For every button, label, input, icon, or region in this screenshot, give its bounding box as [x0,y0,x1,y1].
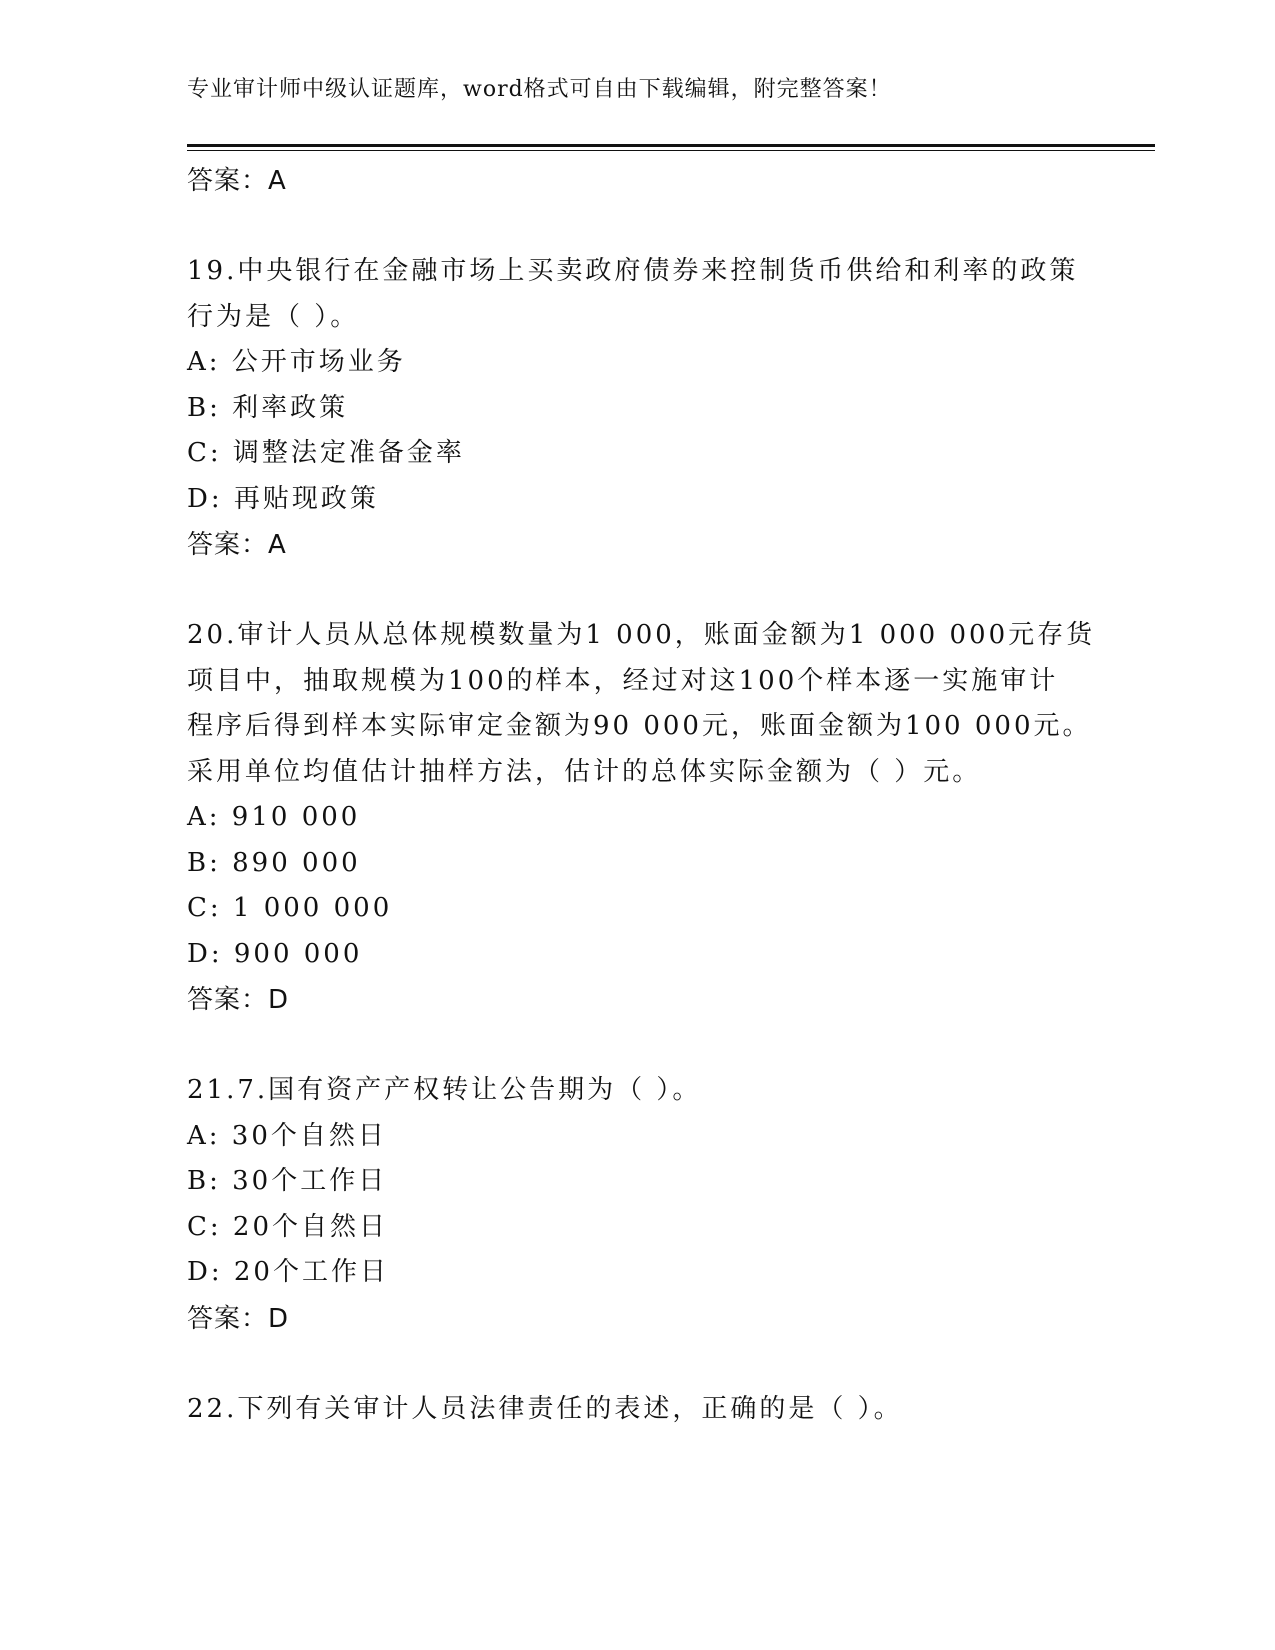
question-20 [187,613,1096,1023]
option-d: D: 再贴现政策 [187,483,379,514]
option-c: C: 1 000 000 [187,893,393,923]
previous-answer: 答案：A [187,166,287,196]
answer: 答案：D [187,985,290,1015]
question-stem-line: 20.审计人员从总体规模数量为1 000，账面金额为1 000 000元存货 [187,620,1096,650]
option-c: C: 20个自然日 [187,1211,389,1242]
option-a: A: 910 000 [187,802,361,832]
header-rule-thin [187,150,1155,151]
content [187,158,1096,1432]
question-19 [187,249,1087,568]
answer: 答案：A [187,530,287,560]
question-stem-line: 程序后得到样本实际审定金额为90 000元，账面金额为100 000元。 [187,711,1092,741]
question-stem-line: 行为是（ ）。 [187,301,360,332]
question-stem-line: 19.中央银行在金融市场上买卖政府债券来控制货币供给和利率的政策 [187,256,1079,286]
question-21 [187,1068,1087,1342]
option-b: B: 利率政策 [187,392,349,423]
question-stem-line: 21.7.国有资产产权转让公告期为（ ）。 [187,1075,702,1105]
option-d: D: 900 000 [187,938,363,969]
option-a: A: 30个自然日 [187,1120,387,1151]
option-d: D: 20个工作日 [187,1257,389,1287]
answer: 答案：D [187,1303,290,1334]
question-22 [187,1387,1087,1433]
option-c: C: 调整法定准备金率 [187,438,465,468]
question-stem-line: 采用单位均值估计抽样方法，估计的总体实际金额为（ ）元。 [187,756,982,787]
header-rule [187,144,1155,147]
option-b: B: 890 000 [187,847,361,878]
option-a: A: 公开市场业务 [187,347,406,377]
question-stem-line: 22.下列有关审计人员法律责任的表述，正确的是（ ）。 [187,1393,903,1424]
question-stem-line: 项目中，抽取规模为100的样本，经过对这100个样本逐一实施审计 [187,665,1059,696]
option-b: B: 30个工作日 [187,1166,388,1196]
page-header: 专业审计师中级认证题库，word格式可自由下载编辑，附完整答案！ [187,77,892,102]
